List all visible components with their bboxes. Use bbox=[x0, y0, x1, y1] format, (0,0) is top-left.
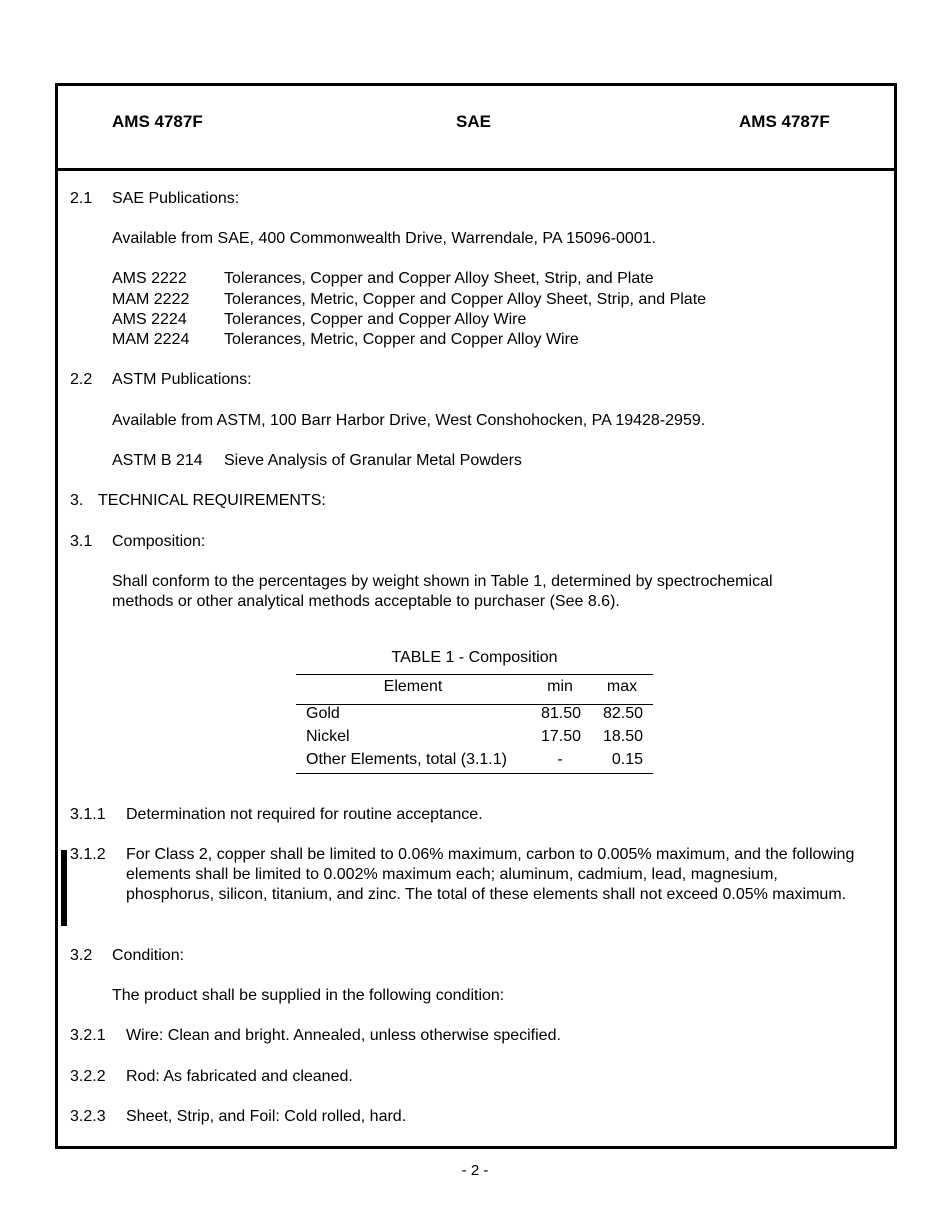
section-3-2-body: The product shall be supplied in the following condition: bbox=[112, 987, 505, 1004]
section-3-2-number: 3.2 bbox=[70, 947, 93, 964]
ref-code: AMS 2224 bbox=[112, 311, 187, 328]
header-doc-number-left: AMS 4787F bbox=[112, 112, 203, 131]
revision-change-bar bbox=[61, 850, 67, 926]
table-cell-max: 82.50 bbox=[602, 705, 643, 722]
section-2-1-number: 2.1 bbox=[70, 190, 93, 207]
table-cell-element: Other Elements, total (3.1.1) bbox=[306, 751, 507, 768]
section-3-1-1-number: 3.1.1 bbox=[70, 806, 106, 823]
section-3-1-number: 3.1 bbox=[70, 533, 93, 550]
section-3-1-body: Shall conform to the percentages by weight shown in Table 1, determined by spectrochemical methods or other analytical methods acceptable to purchaser (See 8.6). bbox=[112, 573, 773, 610]
section-3-1-1-body: Determination not required for routine acceptance. bbox=[126, 806, 483, 823]
section-2-2-title: ASTM Publications: bbox=[112, 371, 252, 388]
section-2-1-available: Available from SAE, 400 Commonwealth Drive, Warrendale, PA 15096-0001. bbox=[112, 230, 656, 247]
ref-code: MAM 2224 bbox=[112, 331, 190, 348]
section-3-2-1-body: Wire: Clean and bright. Annealed, unless otherwise specified. bbox=[126, 1027, 561, 1044]
header-doc-number-right: AMS 4787F bbox=[739, 112, 830, 131]
section-2-2-available: Available from ASTM, 100 Barr Harbor Drive, West Conshohocken, PA 19428-2959. bbox=[112, 412, 706, 429]
table-caption: TABLE 1 - Composition bbox=[391, 649, 558, 666]
table-cell-max: 0.15 bbox=[611, 751, 643, 768]
table-top-rule bbox=[296, 674, 653, 675]
ref-title: Tolerances, Metric, Copper and Copper Alloy Wire bbox=[224, 331, 579, 348]
table-cell-element: Gold bbox=[306, 705, 340, 722]
ref-title: Sieve Analysis of Granular Metal Powders bbox=[224, 452, 522, 469]
section-3-1-title: Composition: bbox=[112, 533, 206, 550]
ref-code: MAM 2222 bbox=[112, 291, 190, 308]
ref-title: Tolerances, Copper and Copper Alloy Wire bbox=[224, 311, 527, 328]
table-cell-element: Nickel bbox=[306, 728, 350, 745]
section-3-number: 3. bbox=[70, 492, 84, 509]
table-header-min: min bbox=[547, 678, 573, 695]
table-header-max: max bbox=[606, 678, 638, 695]
section-2-2-number: 2.2 bbox=[70, 371, 93, 388]
section-3-2-3-body: Sheet, Strip, and Foil: Cold rolled, hard. bbox=[126, 1108, 407, 1125]
table-cell-max: 18.50 bbox=[602, 728, 643, 745]
page-header bbox=[58, 86, 894, 171]
ref-title: Tolerances, Copper and Copper Alloy Sheet, Strip, and Plate bbox=[224, 270, 654, 287]
header-sae: SAE bbox=[456, 112, 491, 131]
ref-code: ASTM B 214 bbox=[112, 452, 203, 469]
section-3-2-2-body: Rod: As fabricated and cleaned. bbox=[126, 1068, 353, 1085]
ref-title: Tolerances, Metric, Copper and Copper Alloy Sheet, Strip, and Plate bbox=[224, 291, 707, 308]
section-2-1-title: SAE Publications: bbox=[112, 190, 240, 207]
section-3-2-3-number: 3.2.3 bbox=[70, 1108, 106, 1125]
section-3-2-1-number: 3.2.1 bbox=[70, 1027, 106, 1044]
table-cell-min: - bbox=[557, 751, 563, 768]
table-bottom-rule bbox=[296, 773, 653, 774]
section-3-2-2-number: 3.2.2 bbox=[70, 1068, 106, 1085]
table-cell-min: 17.50 bbox=[540, 728, 581, 745]
page-number: - 2 - bbox=[461, 1162, 489, 1179]
ref-code: AMS 2222 bbox=[112, 270, 187, 287]
section-3-2-title: Condition: bbox=[112, 947, 185, 964]
table-header-element: Element bbox=[383, 678, 443, 695]
table-cell-min: 81.50 bbox=[540, 705, 581, 722]
section-3-1-2-number: 3.1.2 bbox=[70, 846, 106, 863]
section-3-1-2-body: For Class 2, copper shall be limited to 0.06% maximum, carbon to 0.005% maximum, and the following elements shall be limited to 0.002% maximum each; aluminum, cadmium, lead, magnesium, phosphorus, silicon, titanium, and zinc. The total of these elements shall not exceed 0.05% maximum. bbox=[126, 846, 855, 903]
section-3-title: TECHNICAL REQUIREMENTS: bbox=[98, 492, 326, 509]
